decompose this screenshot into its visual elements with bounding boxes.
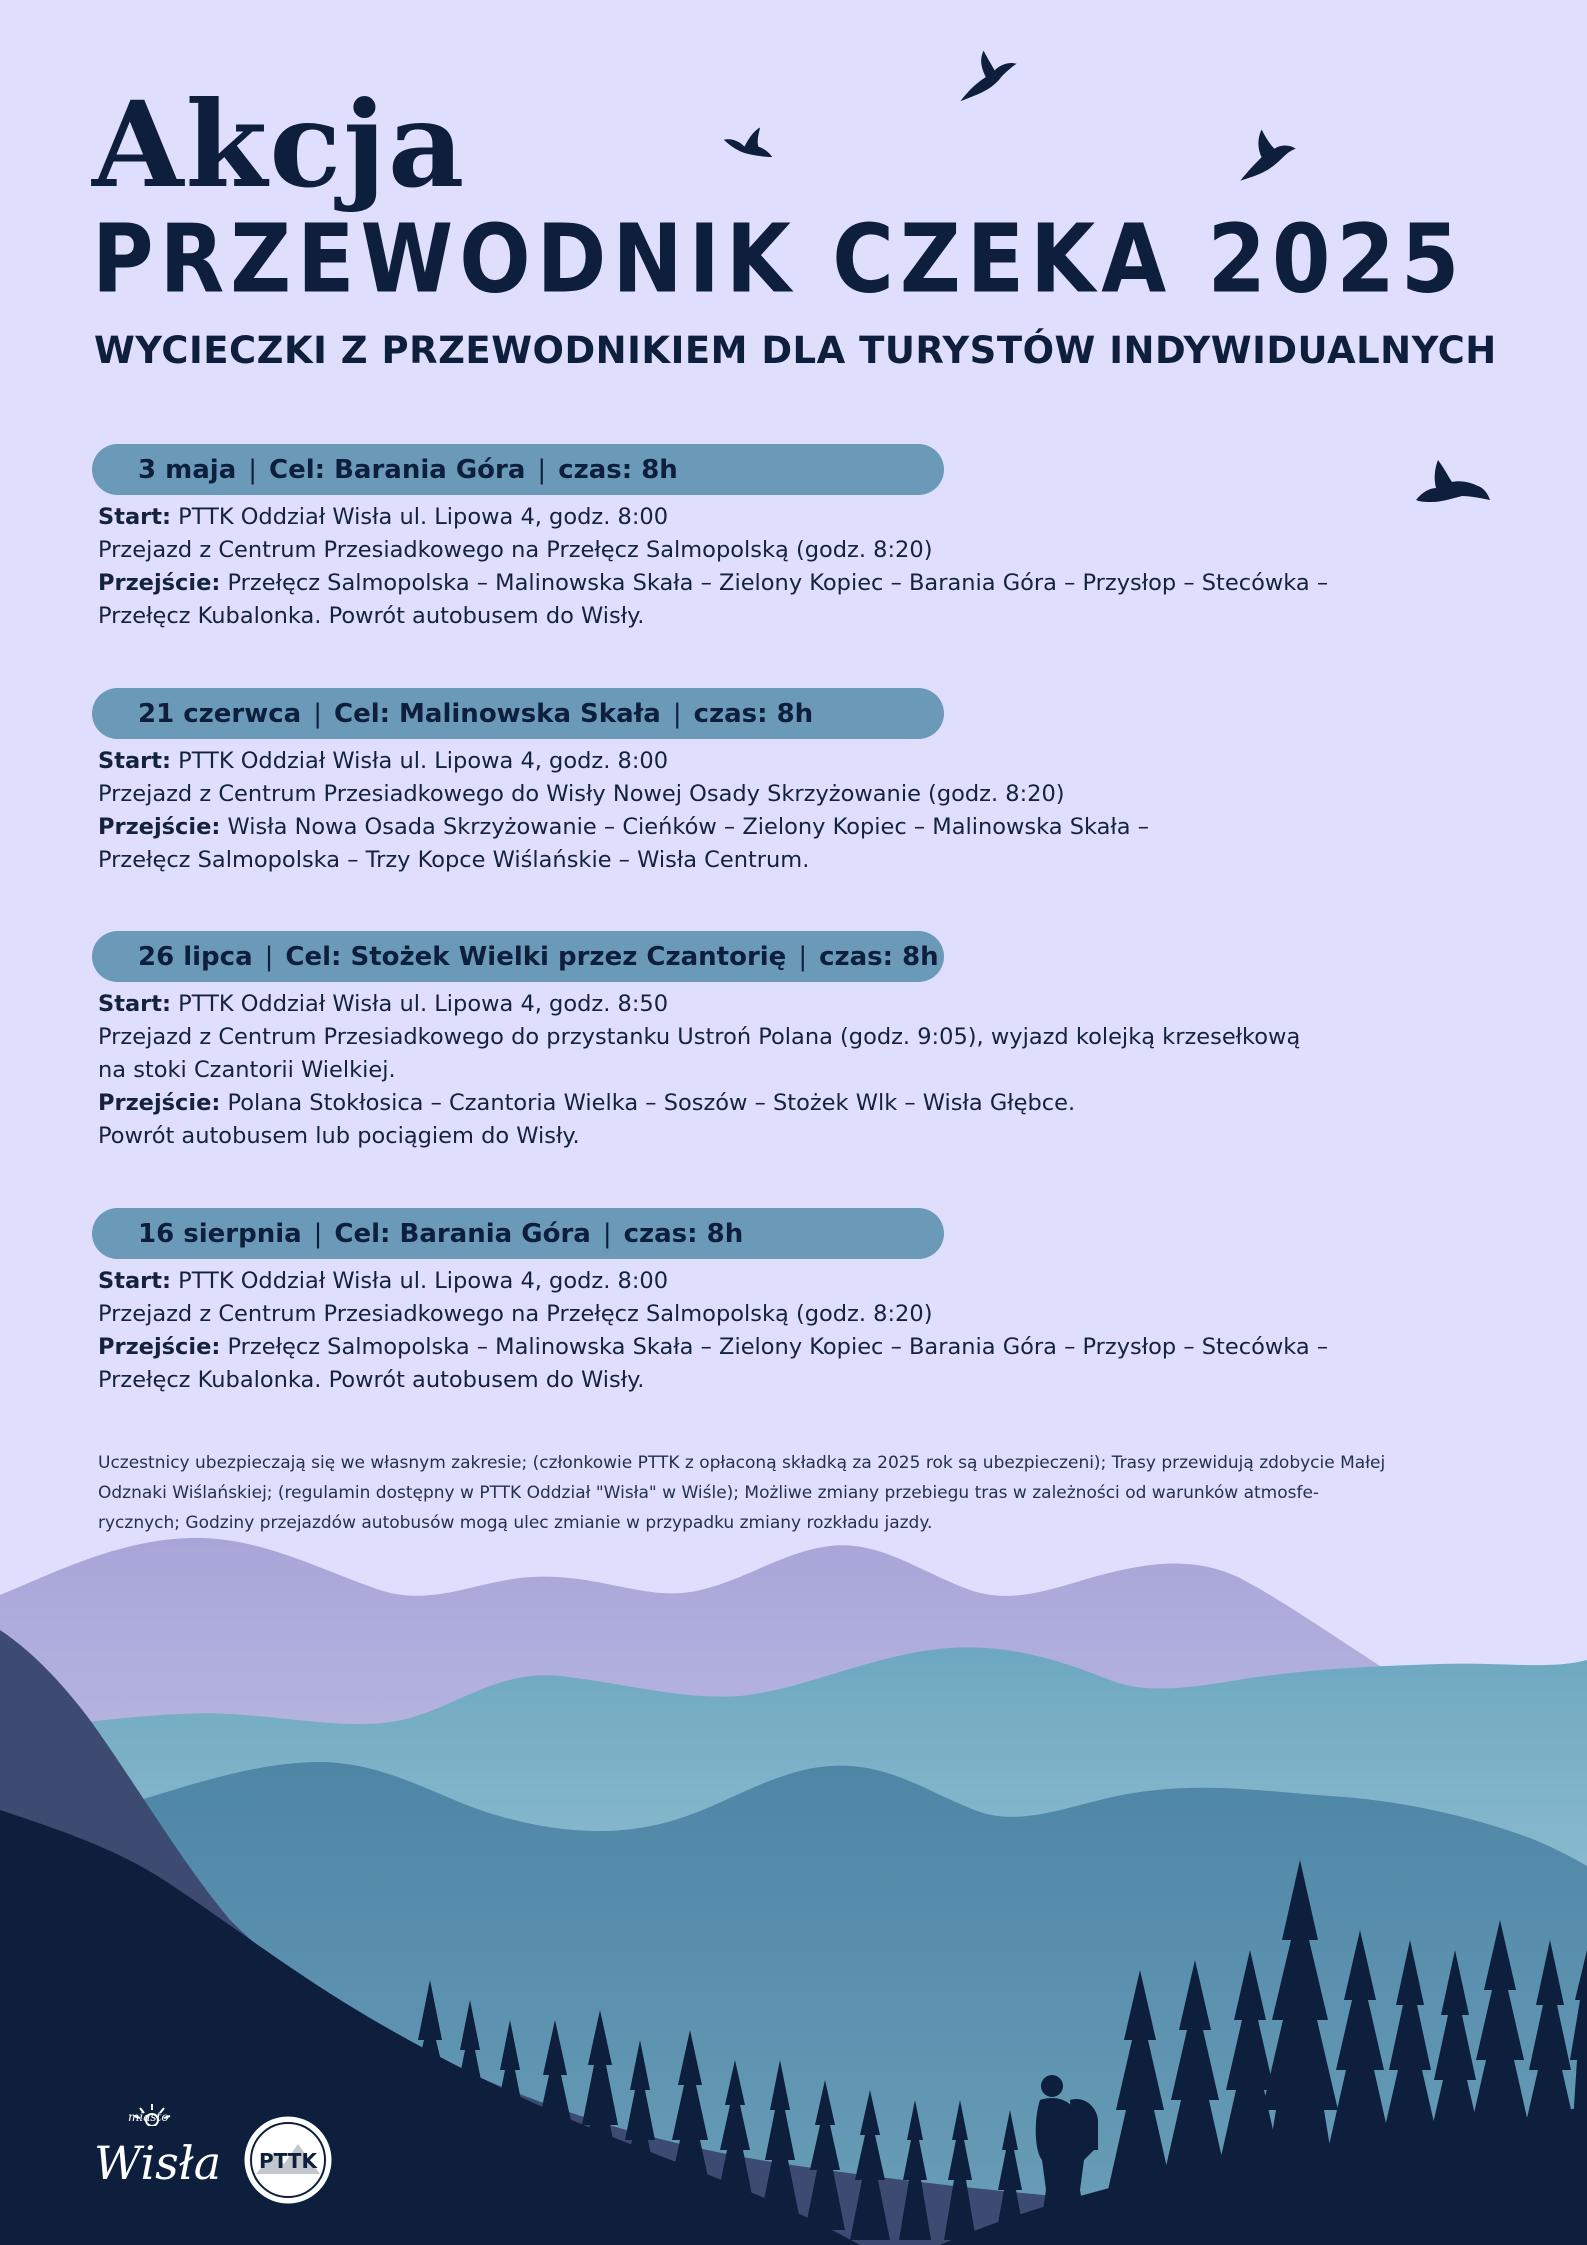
trip-goal: Cel: Barania Góra bbox=[334, 1218, 591, 1249]
trip-section bbox=[92, 931, 1412, 1153]
separator: | bbox=[313, 698, 322, 729]
trip-header-pill bbox=[92, 1208, 944, 1259]
route-text: Wisła Nowa Osada Skrzyżowanie – Cieńków – Zielony Kopiec – Malinowska Skała – bbox=[220, 814, 1150, 840]
start-line bbox=[98, 1265, 1412, 1298]
separator: | bbox=[313, 1218, 323, 1249]
trip-goal: Cel: Stożek Wielki przez Czantorię bbox=[285, 941, 787, 972]
trip-details bbox=[92, 501, 1412, 633]
route-line bbox=[98, 1331, 1412, 1364]
trip-section bbox=[92, 1208, 1412, 1397]
start-label: Start: bbox=[98, 991, 171, 1017]
separator: | bbox=[798, 941, 808, 972]
trip-goal: Cel: Barania Góra bbox=[269, 454, 526, 485]
separator: | bbox=[602, 1218, 612, 1249]
mountain-landscape bbox=[0, 1500, 1587, 2245]
start-line bbox=[98, 745, 1412, 778]
transfer-line: Przejazd z Centrum Przesiadkowego na Przełęcz Salmopolską (godz. 8:20) bbox=[98, 537, 933, 563]
trip-duration: czas: 8h bbox=[693, 698, 814, 729]
start-label: Start: bbox=[98, 504, 171, 530]
separator: | bbox=[248, 454, 258, 485]
wisla-logo-text: Wisła bbox=[94, 2136, 222, 2190]
transfer-line: Przejazd z Centrum Przesiadkowego do Wisły Nowej Osady Skrzyżowanie (godz. 8:20) bbox=[98, 781, 1065, 807]
wisla-logo bbox=[92, 2108, 222, 2198]
separator: | bbox=[672, 698, 682, 729]
bird-icon bbox=[722, 122, 774, 166]
route-text: Przełęcz Salmopolska – Malinowska Skała – Zielony Kopiec – Barania Góra – Przysłop – Stecówka – bbox=[220, 570, 1329, 596]
separator: | bbox=[537, 454, 547, 485]
route-line bbox=[98, 1087, 1412, 1120]
separator: | bbox=[264, 941, 274, 972]
trip-section bbox=[92, 688, 1412, 877]
notes-line: Odznaki Wiślańskiej; (regulamin dostępny w PTTK Oddział "Wisła" w Wiśle); Możliwe zmiany przebiegu tras w zależności od warunków atmosfe- bbox=[98, 1483, 1320, 1503]
route-text: Polana Stokłosica – Czantoria Wielka – Soszów – Stożek Wlk – Wisła Głębce. bbox=[220, 1090, 1076, 1116]
trip-details bbox=[92, 1265, 1412, 1397]
start-text: PTTK Oddział Wisła ul. Lipowa 4, godz. 8:00 bbox=[171, 748, 669, 774]
trip-goal: Cel: Malinowska Skała bbox=[333, 698, 661, 729]
route-line bbox=[98, 811, 1412, 844]
trip-date: 26 lipca bbox=[138, 941, 253, 972]
start-text: PTTK Oddział Wisła ul. Lipowa 4, godz. 8:00 bbox=[171, 504, 669, 530]
trip-section bbox=[92, 444, 1412, 633]
bird-icon bbox=[1412, 452, 1492, 512]
bird-icon bbox=[1236, 120, 1300, 186]
route-text: Przełęcz Salmopolska – Malinowska Skała – Zielony Kopiec – Barania Góra – Przysłop – Stecówka – bbox=[220, 1334, 1329, 1360]
pttk-logo bbox=[240, 2112, 336, 2208]
subtitle: WYCIECZKI Z PRZEWODNIKIEM DLA TURYSTÓW INDYWIDUALNYCH bbox=[94, 329, 1497, 372]
route-continuation: Przełęcz Kubalonka. Powrót autobusem do Wisły. bbox=[98, 1367, 645, 1393]
route-label: Przejście: bbox=[98, 1334, 221, 1360]
trip-header-pill bbox=[92, 931, 944, 982]
trip-date: 3 maja bbox=[138, 454, 237, 485]
notes-line: Uczestnicy ubezpieczają się we własnym zakresie; (członkowie PTTK z opłaconą składką za 2025 rok są ubezpieczeni); Trasy przewidują zdobycie Małej bbox=[98, 1453, 1386, 1473]
route-label: Przejście: bbox=[98, 814, 221, 840]
trip-duration: czas: 8h bbox=[819, 941, 939, 972]
start-text: PTTK Oddział Wisła ul. Lipowa 4, godz. 8:00 bbox=[171, 1268, 669, 1294]
trip-duration: czas: 8h bbox=[558, 454, 678, 485]
route-label: Przejście: bbox=[98, 570, 221, 596]
transfer-line: na stoki Czantorii Wielkiej. bbox=[98, 1057, 396, 1083]
wisla-logo-small-text: miasto bbox=[128, 2110, 169, 2124]
notes-line: rycznych; Godziny przejazdów autobusów mogą ulec zmianie w przypadku zmiany rozkładu jazdy. bbox=[98, 1513, 933, 1533]
route-label: Przejście: bbox=[98, 1090, 221, 1116]
trip-date: 21 czerwca bbox=[138, 698, 302, 729]
start-line bbox=[98, 501, 1412, 534]
title-akcja: Akcja bbox=[92, 75, 467, 214]
trip-details bbox=[92, 745, 1412, 877]
trip-header-pill bbox=[92, 444, 944, 495]
start-text: PTTK Oddział Wisła ul. Lipowa 4, godz. 8:50 bbox=[171, 991, 669, 1017]
start-label: Start: bbox=[98, 1268, 171, 1294]
trip-date: 16 sierpnia bbox=[138, 1218, 302, 1249]
start-line bbox=[98, 988, 1412, 1021]
route-continuation: Powrót autobusem lub pociągiem do Wisły. bbox=[98, 1123, 580, 1149]
route-continuation: Przełęcz Salmopolska – Trzy Kopce Wiślańskie – Wisła Centrum. bbox=[98, 847, 810, 873]
transfer-line: Przejazd z Centrum Przesiadkowego do przystanku Ustroń Polana (godz. 9:05), wyjazd kolejką krzesełkową bbox=[98, 1024, 1301, 1050]
route-line bbox=[98, 567, 1412, 600]
trip-duration: czas: 8h bbox=[623, 1218, 744, 1249]
main-title: PRZEWODNIK CZEKA 2025 bbox=[92, 204, 1466, 314]
trip-header-pill bbox=[92, 688, 944, 739]
transfer-line: Przejazd z Centrum Przesiadkowego na Przełęcz Salmopolską (godz. 8:20) bbox=[98, 1301, 933, 1327]
pttk-logo-text: PTTK bbox=[259, 2149, 317, 2173]
trip-details bbox=[92, 988, 1412, 1153]
bird-icon bbox=[955, 44, 1021, 110]
route-continuation: Przełęcz Kubalonka. Powrót autobusem do Wisły. bbox=[98, 603, 645, 629]
start-label: Start: bbox=[98, 748, 171, 774]
